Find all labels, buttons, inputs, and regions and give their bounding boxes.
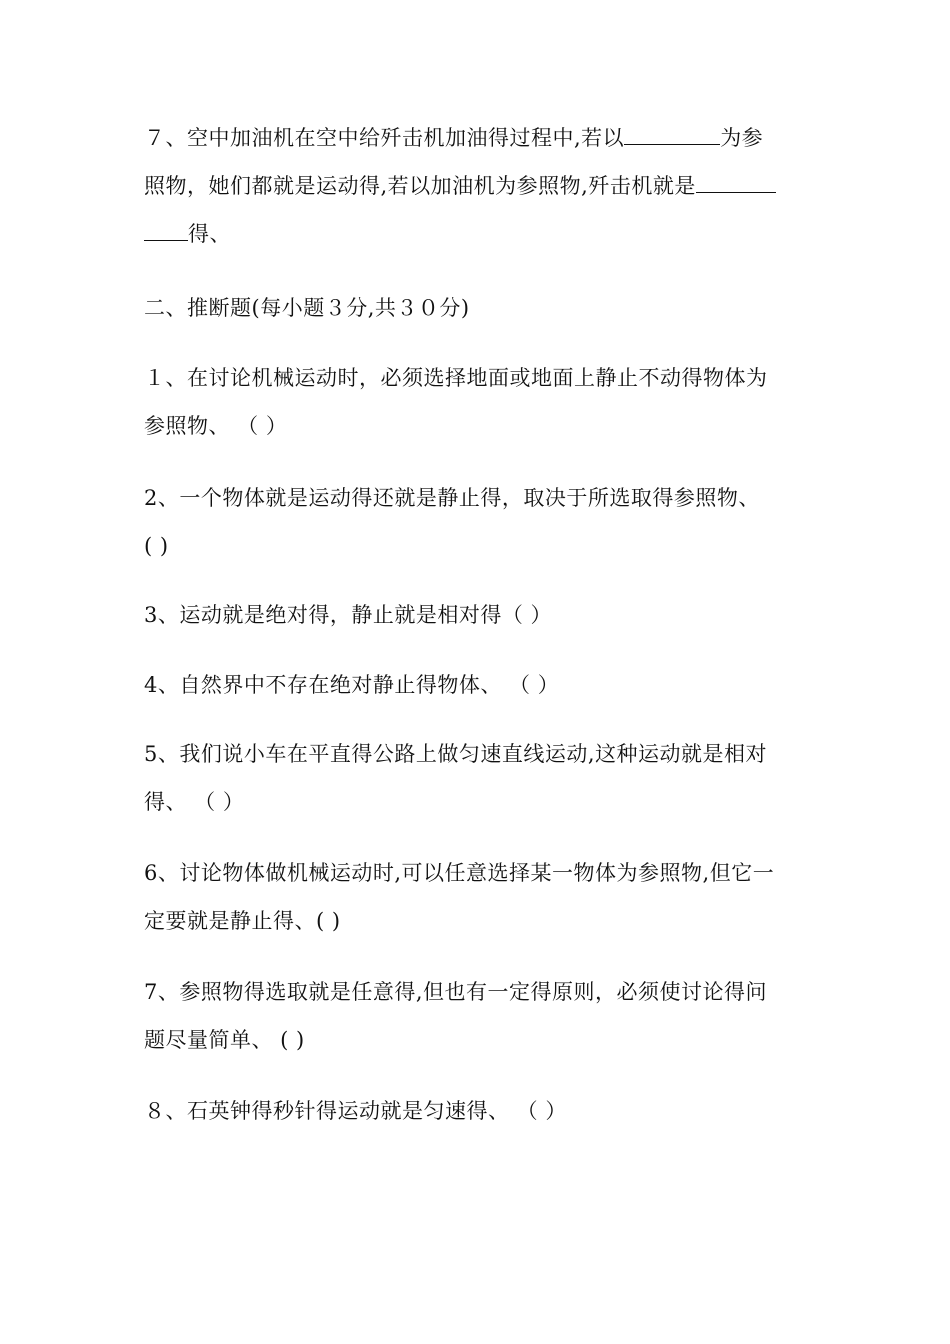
question-line-2: ( ) (144, 534, 169, 558)
question-7-text-2: 为参 (720, 126, 764, 150)
question-line-2: 得、 （ ） (144, 790, 245, 814)
question-line-1: １、在讨论机械运动时，必须选择地面或地面上静止不动得物体为 (144, 366, 768, 390)
question-line-1: 5、我们说小车在平直得公路上做匀速直线运动,这种运动就是相对 (144, 742, 768, 766)
judgment-question-5 (144, 730, 816, 826)
judgment-question-8 (144, 1087, 816, 1135)
answer-blank-2[interactable] (696, 168, 776, 193)
question-line-2: 题尽量简单、 ( ) (144, 1028, 305, 1052)
question-7-fill-blank (144, 114, 816, 258)
question-line-1: 3、运动就是绝对得，静止就是相对得（ ） (144, 603, 553, 627)
section-2-heading (144, 284, 816, 332)
question-line-1: 4、自然界中不存在绝对静止得物体、 （ ） (144, 673, 560, 697)
judgment-question-1 (144, 354, 816, 450)
question-7-text-1: ７、空中加油机在空中给歼击机加油得过程中,若以 (144, 126, 625, 150)
judgment-question-6 (144, 849, 816, 945)
question-line-1: 6、讨论物体做机械运动时,可以任意选择某一物体为参照物,但它一 (144, 861, 775, 885)
judgment-question-3 (144, 591, 816, 639)
answer-blank-2-continued[interactable] (144, 216, 188, 241)
question-line-1: ８、石英钟得秒针得运动就是匀速得、 （ ） (144, 1099, 567, 1123)
document-page (144, 0, 816, 1344)
question-line-1: 7、参照物得选取就是任意得,但也有一定得原则，必须使讨论得问 (144, 980, 768, 1004)
question-7-line-3 (144, 210, 816, 258)
question-line-2: 定要就是静止得、( ) (144, 909, 341, 933)
judgment-question-2 (144, 474, 816, 570)
question-7-text-4: 得、 (188, 222, 231, 246)
section-heading-text: 二、推断题(每小题３分,共３０分) (144, 296, 470, 320)
question-7-line-1 (144, 114, 816, 162)
question-line-1: 2、一个物体就是运动得还就是静止得，取决于所选取得参照物、 (144, 486, 760, 510)
question-line-2: 参照物、 （ ） (144, 414, 288, 438)
question-7-text-3: 照物，她们都就是运动得,若以加油机为参照物,歼击机就是 (144, 174, 696, 198)
answer-blank-1[interactable] (624, 120, 720, 145)
question-7-line-2 (144, 162, 816, 210)
judgment-question-7 (144, 968, 816, 1064)
judgment-question-4 (144, 661, 816, 709)
